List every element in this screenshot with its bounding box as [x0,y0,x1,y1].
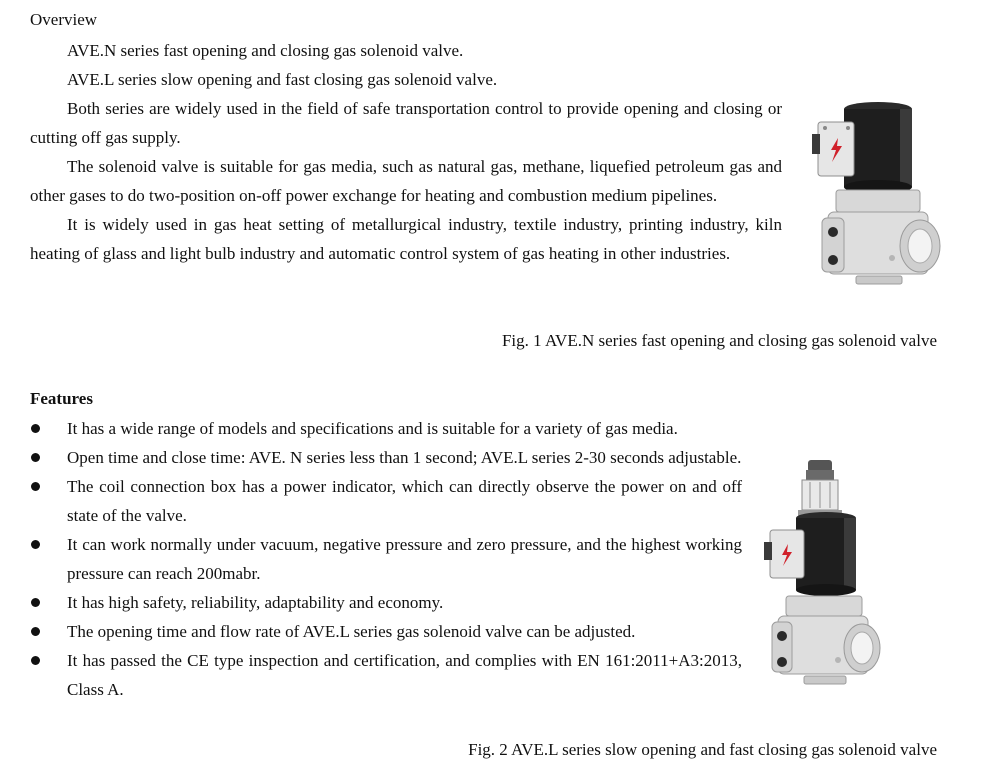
figure-2-caption: Fig. 2 AVE.L series slow opening and fast closing gas solenoid valve [468,740,937,759]
list-item [30,443,742,472]
ave-n-valve-image [800,100,950,290]
ave-l-valve-image [758,458,888,690]
figure-1-caption: Fig. 1 AVE.N series fast opening and closing gas solenoid valve [501,331,937,350]
feature-text: The opening time and flow rate of AVE.L series gas solenoid valve can be adjusted. [67,622,636,641]
list-item [30,617,742,646]
feature-text: It has passed the CE type inspection and certification, and complies with EN 161:2011+A3:2013, Class A. [67,651,742,699]
feature-text: It can work normally under vacuum, negative pressure and zero pressure, and the highest working pressure can reach 200mabr. [67,535,742,583]
bullet-icon [31,424,40,433]
list-item [30,414,827,443]
feature-text: It has high safety, reliability, adaptability and economy. [67,593,444,612]
bullet-icon [31,453,40,462]
overview-paragraph: AVE.L series slow opening and fast closing gas solenoid valve. [67,70,498,89]
bullet-icon [31,598,40,607]
list-item [30,646,742,704]
overview-paragraph: AVE.N series fast opening and closing gas solenoid valve. [67,41,464,60]
features-heading: Features [30,389,93,408]
bullet-icon [31,656,40,665]
overview-paragraph: Both series are widely used in the field of safe transportation control to provide opening and closing or cutting off gas supply. [30,99,782,147]
feature-text: The coil connection box has a power indicator, which can directly observe the power on and off state of the valve. [67,477,742,525]
feature-text: It has a wide range of models and specifications and is suitable for a variety of gas media. [67,419,678,438]
overview-paragraph: It is widely used in gas heat setting of metallurgical industry, textile industry, printing industry, kiln heating of glass and light bulb industry and automatic control system of gas heating in other industries. [30,215,782,263]
overview-paragraph: The solenoid valve is suitable for gas media, such as natural gas, methane, liquefied petroleum gas and other gases to do two-position on-off power exchange for heating and combustion medium pipelines. [30,157,782,205]
bullet-icon [31,482,40,491]
overview-heading: Overview [30,10,98,29]
features-list [30,414,742,704]
list-item [30,530,742,588]
overview-text [30,36,782,268]
bullet-icon [31,627,40,636]
feature-text: Open time and close time: AVE. N series less than 1 second; AVE.L series 2-30 seconds adjustable. [67,448,742,467]
list-item [30,472,742,530]
bullet-icon [31,540,40,549]
list-item [30,588,742,617]
